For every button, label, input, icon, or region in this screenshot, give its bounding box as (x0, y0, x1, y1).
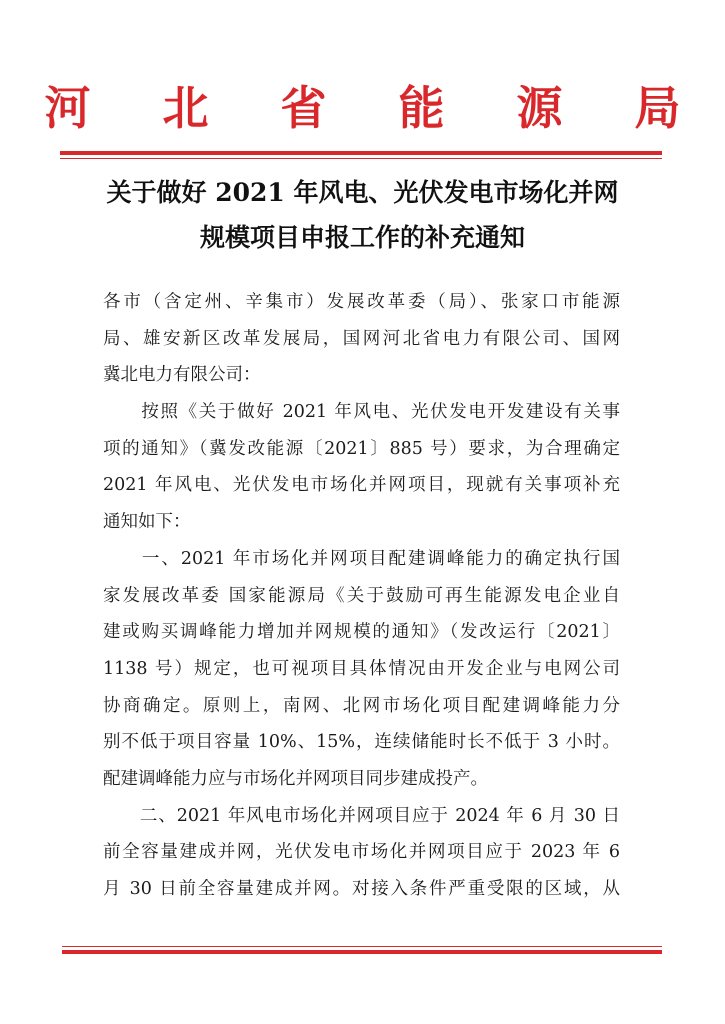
body-line: 通知如下： (103, 512, 191, 533)
header-rule-thick (60, 151, 662, 155)
body-line: 项的通知》（冀发改能源〔2021〕885 号）要求，为合理确定 (103, 438, 620, 459)
footer-red-rule (62, 946, 662, 954)
document-title-line-1: 关于做好 2021 年风电、光伏发电市场化并网 (106, 178, 619, 207)
body-line: 前全容量建成并网，光伏发电市场化并网项目应于 2023 年 6 (103, 842, 620, 863)
document-body (103, 284, 620, 908)
body-line: 按照《关于做好 2021 年风电、光伏发电开发建设有关事 (103, 402, 620, 423)
body-line: 1138 号）规定，也可视项目具体情况由开发企业与电网公司 (103, 658, 620, 679)
body-line: 配建调峰能力应与市场化并网项目同步建成投产。 (103, 768, 488, 789)
document-title-line-2: 规模项目申报工作的补充通知 (199, 223, 525, 252)
document-title (60, 170, 665, 260)
header-red-rule (60, 151, 662, 159)
footer-rule-thin (62, 946, 662, 947)
footer-rule-thick (62, 950, 662, 954)
issuing-authority-header: 河 北 省 能 源 局 (44, 81, 709, 135)
body-line: 冀北电力有限公司： (103, 365, 261, 386)
body-line: 协商确定。原则上，南网、北网市场化项目配建调峰能力分 (103, 695, 620, 716)
body-line: 月 30 日前全容量建成并网。对接入条件严重受限的区域，从 (103, 879, 620, 899)
body-line: 一、2021 年市场化并网项目配建调峰能力的确定执行国 (103, 548, 620, 569)
body-line: 各市（含定州、辛集市）发展改革委（局）、张家口市能源 (103, 292, 620, 312)
body-line: 二、2021 年风电市场化并网项目应于 2024 年 6 月 30 日 (103, 805, 620, 826)
body-line: 建或购买调峰能力增加并网规模的通知》（发改运行〔2021〕 (103, 622, 620, 643)
header-rule-thin (60, 158, 662, 159)
body-line: 别不低于项目容量 10%、15%，连续储能时长不低于 3 小时。 (103, 732, 620, 753)
body-line: 家发展改革委 国家能源局《关于鼓励可再生能源发电企业自 (103, 585, 620, 606)
body-line: 局、雄安新区改革发展局，国网河北省电力有限公司、国网 (103, 328, 620, 349)
body-line: 2021 年风电、光伏发电市场化并网项目，现就有关事项补充 (103, 475, 620, 496)
